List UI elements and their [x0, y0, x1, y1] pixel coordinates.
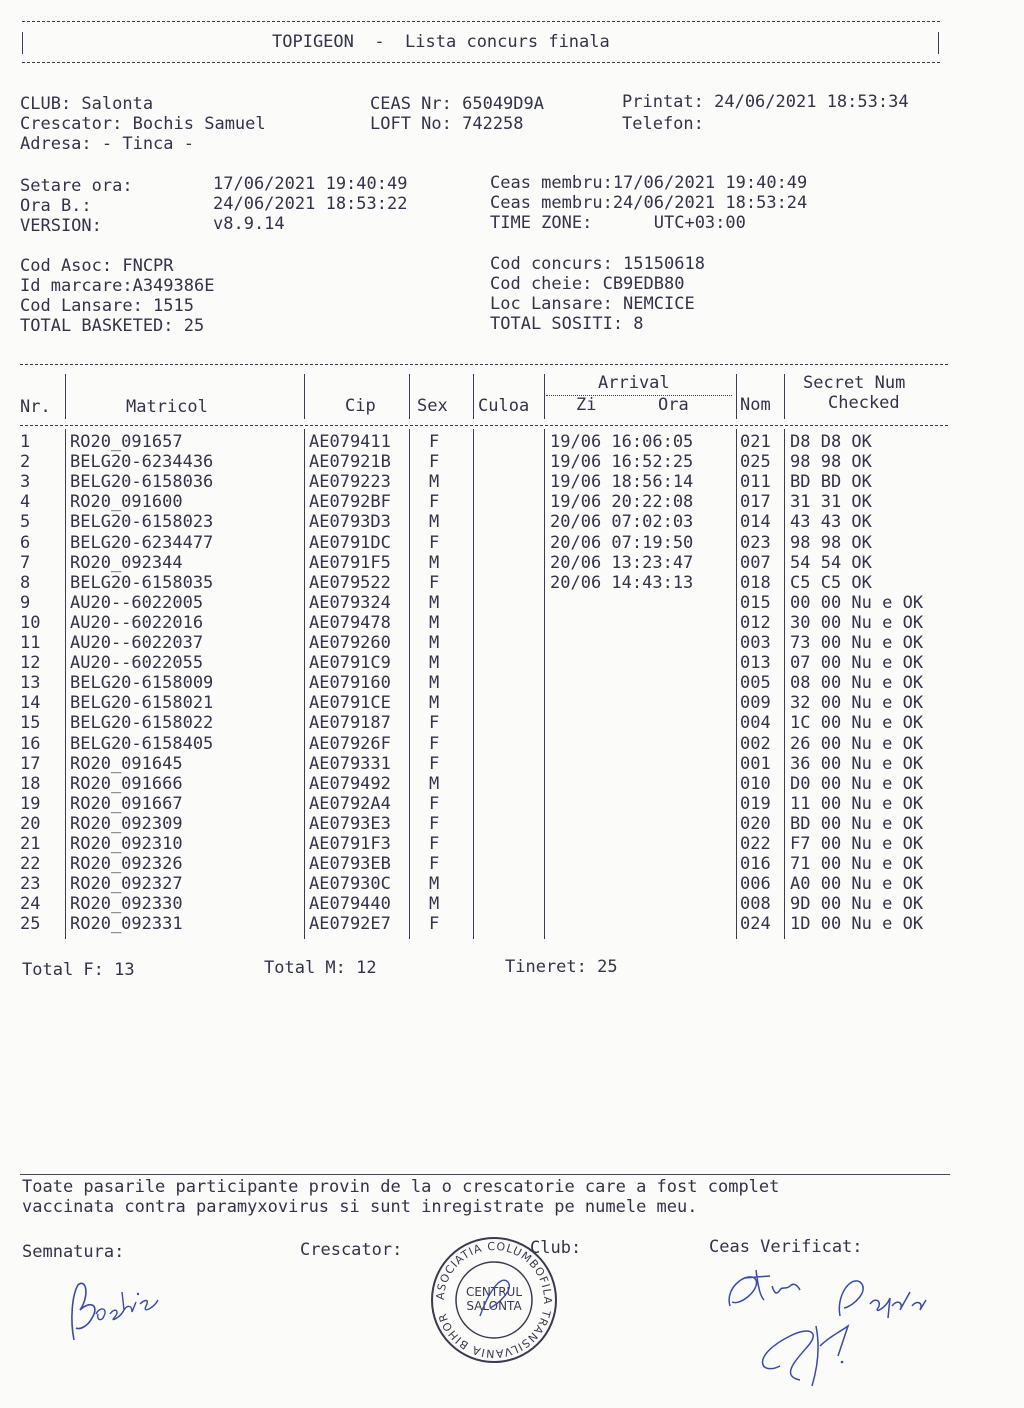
col-header-zi: Zi: [576, 395, 597, 415]
tineret: Tineret: 25: [505, 957, 618, 977]
cell-secret: 43 43 OK: [790, 512, 872, 533]
total-f: Total F: 13: [22, 960, 135, 980]
cell-sex: M: [429, 512, 440, 533]
table-row: [18, 693, 958, 713]
cell-cip: AE0792E7: [309, 914, 391, 935]
cell-matricol: RO20_092331: [70, 914, 183, 935]
cell-cip: AE079223: [309, 472, 391, 493]
cell-nr: 8: [20, 572, 31, 593]
cell-matricol: BELG20-6234477: [70, 532, 214, 553]
cell-secret: BD 00 Nu e OK: [790, 813, 924, 834]
cell-matricol: BELG20-6158023: [70, 512, 214, 533]
cell-nr: 12: [20, 653, 41, 674]
cell-matricol: RO20_091600: [70, 492, 183, 513]
cell-secret: 07 00 Nu e OK: [790, 653, 924, 674]
cell-matricol: BELG20-6158405: [70, 733, 214, 754]
cell-sex: F: [429, 572, 440, 593]
id-marcare: Id marcare:A349386E: [20, 276, 215, 296]
table-row: [18, 854, 958, 874]
cell-arrival: 20/06 07:19:50: [550, 532, 694, 553]
club-stamp: [428, 1234, 560, 1366]
cell-matricol: RO20_092327: [70, 874, 183, 895]
cell-matricol: RO20_091666: [70, 773, 183, 794]
cell-cip: AE079324: [309, 592, 391, 613]
cell-secret: 1C 00 Nu e OK: [790, 713, 924, 734]
cell-nom: 011: [740, 472, 771, 493]
cell-secret: 00 00 Nu e OK: [790, 592, 924, 613]
cell-matricol: AU20--6022037: [70, 633, 204, 653]
table-row: [18, 734, 958, 754]
cell-secret: C5 C5 OK: [790, 572, 872, 593]
cell-nr: 1: [20, 432, 31, 452]
stamp-center-1: CENTRUL: [465, 1285, 523, 1299]
cell-matricol: BELG20-6158035: [70, 572, 214, 593]
cell-nr: 15: [20, 713, 41, 734]
cell-matricol: BELG20-6158036: [70, 472, 214, 493]
cell-nr: 13: [20, 673, 41, 694]
cell-nom: 018: [740, 572, 771, 593]
cell-sex: M: [429, 612, 440, 633]
cell-secret: D0 00 Nu e OK: [790, 773, 924, 794]
cell-arrival: 19/06 20:22:08: [550, 492, 694, 513]
table-row: [18, 573, 958, 593]
cell-secret: 26 00 Nu e OK: [790, 733, 924, 754]
cell-secret: 08 00 Nu e OK: [790, 673, 924, 694]
table-row: [18, 472, 958, 492]
cell-cip: AE079492: [309, 773, 391, 794]
cell-sex: M: [429, 633, 440, 653]
cell-sex: M: [429, 472, 440, 493]
cell-nr: 23: [20, 874, 41, 895]
table-row: [18, 633, 958, 653]
col-header-checked: Checked: [828, 393, 900, 413]
table-row: [18, 814, 958, 834]
cell-secret: 11 00 Nu e OK: [790, 793, 924, 814]
cell-nom: 010: [740, 773, 771, 794]
ceas-membru-1: Ceas membru:17/06/2021 19:40:49: [490, 173, 808, 193]
table-row: [18, 553, 958, 573]
cell-sex: F: [429, 914, 440, 935]
cell-secret: 98 98 OK: [790, 532, 872, 553]
cell-nom: 022: [740, 834, 771, 854]
cell-nr: 7: [20, 552, 31, 573]
cell-sex: M: [429, 874, 440, 895]
table-row: [18, 512, 958, 532]
cell-nom: 012: [740, 612, 771, 633]
cell-nom: 023: [740, 532, 771, 553]
table-row: [18, 432, 958, 452]
cell-nr: 3: [20, 472, 31, 493]
club-label: Club:: [530, 1238, 582, 1258]
col-header-sex: Sex: [417, 396, 448, 416]
cell-nr: 2: [20, 452, 31, 473]
cell-nr: 22: [20, 854, 41, 875]
cell-nom: 016: [740, 854, 771, 875]
cell-matricol: BELG20-6158021: [70, 693, 214, 714]
col-header-arrival: Arrival: [598, 373, 670, 393]
cell-sex: F: [429, 813, 440, 834]
cell-nr: 14: [20, 693, 41, 714]
adresa: Adresa: - Tinca -: [20, 134, 194, 154]
cell-cip: AE0793E3: [309, 813, 391, 834]
cell-matricol: RO20_092344: [70, 552, 183, 573]
version-label: VERSION:: [20, 216, 102, 236]
cell-cip: AE079187: [309, 713, 391, 734]
cell-secret: 73 00 Nu e OK: [790, 633, 924, 653]
cell-secret: 36 00 Nu e OK: [790, 753, 924, 774]
cell-matricol: BELG20-6234436: [70, 452, 214, 473]
cell-secret: 1D 00 Nu e OK: [790, 914, 924, 935]
cell-nr: 5: [20, 512, 31, 533]
table-row: [18, 713, 958, 733]
cell-nom: 024: [740, 914, 771, 935]
cell-secret: 98 98 OK: [790, 452, 872, 473]
table-row: [18, 774, 958, 794]
cell-matricol: RO20_092326: [70, 854, 183, 875]
cell-cip: AE07926F: [309, 733, 391, 754]
title-box: [22, 14, 940, 64]
cell-cip: AE079440: [309, 894, 391, 915]
cell-matricol: RO20_092330: [70, 894, 183, 915]
signature-pataki: [720, 1256, 960, 1396]
telefon: Telefon:: [622, 114, 704, 134]
cell-cip: AE079331: [309, 753, 391, 774]
cell-nom: 025: [740, 452, 771, 473]
cell-nom: 008: [740, 894, 771, 915]
table-row: [18, 673, 958, 693]
cell-cip: AE07921B: [309, 452, 391, 473]
cell-nom: 021: [740, 432, 771, 452]
cell-secret: A0 00 Nu e OK: [790, 874, 924, 895]
cell-sex: M: [429, 552, 440, 573]
orab-label: Ora B.:: [20, 196, 92, 216]
page-title: TOPIGEON - Lista concurs finala: [272, 32, 610, 52]
cell-nom: 003: [740, 633, 771, 653]
cell-cip: AE0791F5: [309, 552, 391, 573]
statement-line-1: Toate pasarile participante provin de la o crescatorie care a fost complet: [22, 1177, 780, 1197]
cell-nr: 18: [20, 773, 41, 794]
cell-sex: F: [429, 854, 440, 875]
cell-matricol: BELG20-6158022: [70, 713, 214, 734]
cell-matricol: RO20_091657: [70, 432, 183, 452]
cell-nr: 21: [20, 834, 41, 854]
cell-cip: AE0791CE: [309, 693, 391, 714]
table-row: [18, 593, 958, 613]
cell-nom: 007: [740, 552, 771, 573]
table-row: [18, 834, 958, 854]
cell-matricol: RO20_092310: [70, 834, 183, 854]
cell-cip: AE0793D3: [309, 512, 391, 533]
cell-secret: 9D 00 Nu e OK: [790, 894, 924, 915]
cell-nr: 17: [20, 753, 41, 774]
ceas-membru-2: Ceas membru:24/06/2021 18:53:24: [490, 193, 808, 213]
cell-nom: 017: [740, 492, 771, 513]
cell-sex: F: [429, 834, 440, 854]
cell-secret: 32 00 Nu e OK: [790, 693, 924, 714]
cell-secret: D8 D8 OK: [790, 432, 872, 452]
total-basketed: TOTAL BASKETED: 25: [20, 316, 205, 336]
footer-divider: [20, 1174, 950, 1175]
cell-matricol: AU20--6022016: [70, 612, 204, 633]
crescator-label: Crescator:: [300, 1240, 403, 1260]
total-sositi: TOTAL SOSITI: 8: [490, 314, 644, 334]
cell-sex: M: [429, 894, 440, 915]
cell-secret: BD BD OK: [790, 472, 872, 493]
cell-sex: F: [429, 793, 440, 814]
cod-asoc: Cod Asoc: FNCPR: [20, 256, 174, 276]
ceas-verificat-label: Ceas Verificat:: [709, 1237, 863, 1257]
table-row: [18, 533, 958, 553]
cell-secret: 71 00 Nu e OK: [790, 854, 924, 875]
col-header-ora: Ora: [658, 395, 689, 415]
cell-cip: AE079522: [309, 572, 391, 593]
table-row: [18, 653, 958, 673]
cell-sex: F: [429, 733, 440, 754]
cell-nr: 16: [20, 733, 41, 754]
cell-cip: AE0791DC: [309, 532, 391, 553]
cell-cip: AE0791C9: [309, 653, 391, 674]
cell-sex: F: [429, 432, 440, 452]
cell-cip: AE079411: [309, 432, 391, 452]
cell-nr: 20: [20, 813, 41, 834]
setare-value: 17/06/2021 19:40:49: [213, 174, 408, 194]
cell-nr: 9: [20, 592, 31, 613]
results-table: [18, 356, 958, 936]
ceas-nr: CEAS Nr: 65049D9A: [370, 94, 544, 114]
cell-sex: M: [429, 673, 440, 694]
cod-lansare: Cod Lansare: 1515: [20, 296, 194, 316]
cell-arrival: 20/06 13:23:47: [550, 552, 694, 573]
cell-sex: M: [429, 592, 440, 613]
cell-matricol: BELG20-6158009: [70, 673, 214, 694]
col-header-culoa: Culoa: [478, 396, 530, 416]
orab-value: 24/06/2021 18:53:22: [213, 194, 408, 214]
cell-arrival: 19/06 16:52:25: [550, 452, 694, 473]
cell-arrival: 20/06 07:02:03: [550, 512, 694, 533]
signature-bochis: [60, 1270, 180, 1350]
cell-secret: 54 54 OK: [790, 552, 872, 573]
cell-nr: 4: [20, 492, 31, 513]
cell-secret: F7 00 Nu e OK: [790, 834, 924, 854]
table-row: [18, 874, 958, 894]
table-row: [18, 894, 958, 914]
cell-nom: 019: [740, 793, 771, 814]
version-value: v8.9.14: [213, 214, 285, 234]
col-header-nom: Nom: [740, 395, 771, 415]
cell-secret: 31 31 OK: [790, 492, 872, 513]
table-row: [18, 794, 958, 814]
cell-sex: M: [429, 773, 440, 794]
cell-sex: M: [429, 653, 440, 674]
cell-cip: AE0791F3: [309, 834, 391, 854]
cell-nom: 014: [740, 512, 771, 533]
statement-line-2: vaccinata contra paramyxovirus si sunt inregistrate pe numele meu.: [22, 1197, 698, 1217]
cell-arrival: 19/06 18:56:14: [550, 472, 694, 493]
cell-nr: 24: [20, 894, 41, 915]
cell-matricol: RO20_091667: [70, 793, 183, 814]
stamp-ring-text: ASOCIATIA COLUMBOFILA TRANSILVANIA BIHOR: [433, 1239, 555, 1361]
cell-nr: 10: [20, 612, 41, 633]
total-m: Total M: 12: [264, 958, 377, 978]
table-row: [18, 754, 958, 774]
cell-nr: 19: [20, 793, 41, 814]
cell-sex: F: [429, 492, 440, 513]
cell-cip: AE079478: [309, 612, 391, 633]
setare-label: Setare ora:: [20, 176, 133, 196]
cell-arrival: 19/06 16:06:05: [550, 432, 694, 452]
cell-cip: AE0793EB: [309, 854, 391, 875]
cell-cip: AE079260: [309, 633, 391, 653]
time-zone: TIME ZONE: UTC+03:00: [490, 213, 746, 233]
cell-cip: AE0792BF: [309, 492, 391, 513]
crescator-name: Crescator: Bochis Samuel: [20, 114, 266, 134]
cell-sex: F: [429, 713, 440, 734]
cell-nr: 25: [20, 914, 41, 935]
cell-nom: 006: [740, 874, 771, 895]
printat: Printat: 24/06/2021 18:53:34: [622, 92, 909, 112]
cell-nom: 020: [740, 813, 771, 834]
semnatura-label: Semnatura:: [22, 1242, 125, 1262]
cell-matricol: RO20_091645: [70, 753, 183, 774]
table-row: [18, 452, 958, 472]
cell-matricol: RO20_092309: [70, 813, 183, 834]
table-row: [18, 914, 958, 934]
cod-concurs: Cod concurs: 15150618: [490, 254, 705, 274]
cell-nom: 013: [740, 653, 771, 674]
club-name: CLUB: Salonta: [20, 94, 154, 114]
cell-nom: 002: [740, 733, 771, 754]
cell-sex: F: [429, 452, 440, 473]
cell-sex: F: [429, 753, 440, 774]
cell-sex: F: [429, 532, 440, 553]
cell-nom: 015: [740, 592, 771, 613]
cell-nom: 004: [740, 713, 771, 734]
loc-lansare: Loc Lansare: NEMCICE: [490, 294, 695, 314]
cell-secret: 30 00 Nu e OK: [790, 612, 924, 633]
cell-matricol: AU20--6022005: [70, 592, 204, 613]
col-header-secret: Secret Num: [803, 373, 906, 393]
cell-cip: AE079160: [309, 673, 391, 694]
cell-nom: 001: [740, 753, 771, 774]
stamp-center-2: SALONTA: [466, 1299, 522, 1313]
cell-nr: 6: [20, 532, 31, 553]
col-header-matricol: Matricol: [126, 397, 208, 417]
cod-cheie: Cod cheie: CB9EDB80: [490, 274, 685, 294]
table-row: [18, 492, 958, 512]
table-row: [18, 613, 958, 633]
col-header-cip: Cip: [345, 396, 376, 416]
cell-nom: 005: [740, 673, 771, 694]
cell-nr: 11: [20, 633, 41, 653]
cell-sex: M: [429, 693, 440, 714]
cell-nom: 009: [740, 693, 771, 714]
cell-cip: AE07930C: [309, 874, 391, 895]
cell-cip: AE0792A4: [309, 793, 391, 814]
cell-arrival: 20/06 14:43:13: [550, 572, 694, 593]
col-header-nr: Nr.: [20, 397, 51, 417]
loft-no: LOFT No: 742258: [370, 114, 524, 134]
cell-matricol: AU20--6022055: [70, 653, 204, 674]
